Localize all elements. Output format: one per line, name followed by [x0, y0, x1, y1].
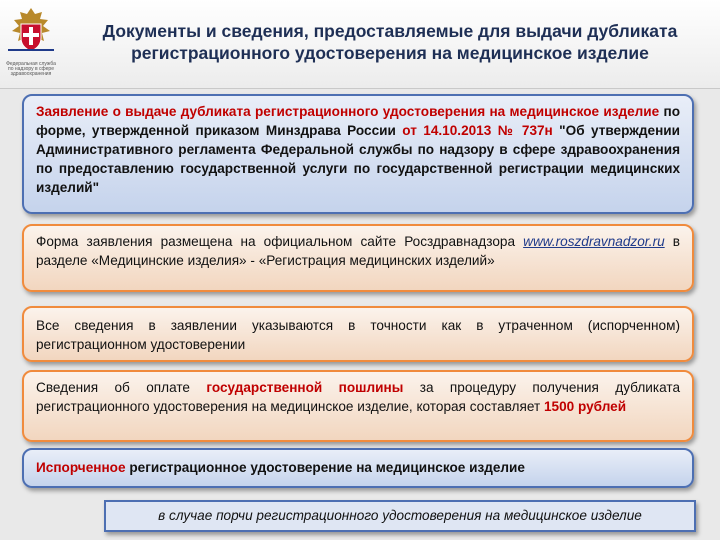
title-line-1: Документы и сведения, предоставляемые для выдачи дубликата	[102, 21, 678, 41]
document-item-accuracy	[22, 306, 694, 362]
header	[0, 0, 720, 89]
item-1-order-number: от 14.10.2013 № 737н	[402, 123, 553, 138]
document-item-damaged-certificate	[22, 448, 694, 488]
logo-caption: Федеральная служба по надзору в сфере здравоохранения	[6, 61, 56, 77]
item-1-text: по форме, утвержденной приказом Минздрава России	[36, 104, 680, 138]
title-line-2: регистрационного удостоверения на медицинское изделие	[131, 43, 649, 63]
item-3-text: Все сведения в заявлении указываются в точности как в утраченном (испорченном) регистрационном удостоверении	[36, 318, 680, 352]
state-fee-label: государственной пошлины	[206, 380, 404, 395]
item-1-highlight: Заявление о выдаче дубликата регистрационного удостоверения на медицинское изделие	[36, 104, 660, 119]
note-damage-case: в случае порчи регистрационного удостоверения на медицинское изделие	[104, 500, 696, 532]
page-title	[60, 20, 720, 64]
roszdravnadzor-emblem-icon	[4, 4, 58, 84]
item-4-description: за процедуру получения дубликата регистрационного удостоверения на медицинское изделие, которая составляет	[36, 380, 680, 414]
damaged-label: Испорченное	[36, 460, 126, 475]
document-item-application	[22, 94, 694, 214]
document-item-fee	[22, 370, 694, 442]
document-item-form-location	[22, 224, 694, 292]
item-2-section: в разделе «Медицинские изделия» - «Регистрация медицинских изделий»	[36, 234, 680, 268]
item-1-order-title: "Об утверждении Административного регламента Федеральной службы по надзору в сфере здравоохранения по предоставлению государственной услуги по государственной регистрации медицинских изделий"	[36, 123, 680, 195]
fee-amount: 1500 рублей	[543, 399, 627, 414]
item-2-text: Форма заявления размещена на официальном сайте Росздравнадзора	[36, 234, 524, 249]
item-4-text: Сведения об оплате	[36, 380, 207, 395]
item-5-text: регистрационное удостоверение на медицинское изделие	[125, 460, 525, 475]
roszdravnadzor-link[interactable]: www.roszdravnadzor.ru	[523, 234, 665, 249]
